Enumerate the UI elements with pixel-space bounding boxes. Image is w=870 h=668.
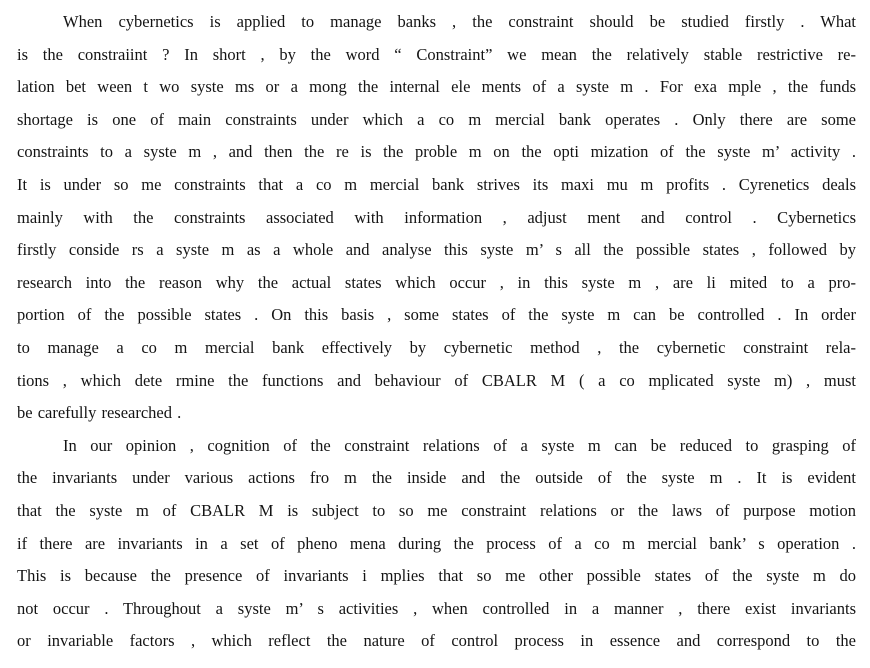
text-line: mainly with the constraints associated with information , adjust ment and control . Cybernetics bbox=[17, 207, 856, 227]
text-line: to manage a co m mercial bank effectively by cybernetic method , the cybernetic constraint rela- bbox=[17, 337, 856, 357]
text-line: that the syste m of CBALR M is subject to so me constraint relations or the laws of purpose motion bbox=[17, 500, 856, 520]
text-line: It is under so me constraints that a co m mercial bank strives its maxi mu m profits . Cyrenetics deals bbox=[17, 174, 856, 194]
text-line: if there are invariants in a set of pheno mena during the process of a co m mercial bank’ s operation . bbox=[17, 533, 856, 553]
text-line: portion of the possible states . On this basis , some states of the syste m can be controlled . In order bbox=[17, 305, 856, 325]
paragraph-2 bbox=[17, 430, 856, 658]
text-line: shortage is one of main constraints under which a co m mercial bank operates . Only there are some bbox=[17, 109, 856, 129]
text-line: be carefully researched . bbox=[17, 403, 182, 423]
paragraph-1 bbox=[17, 6, 856, 430]
text-line: tions , which dete rmine the functions and behaviour of CBALR M ( a co mplicated syste m) , must bbox=[17, 370, 856, 390]
text-line: research into the reason why the actual states which occur , in this syste m , are li mited to a pro- bbox=[17, 272, 856, 292]
text-line: This is because the presence of invariants i mplies that so me other possible states of the syste m do bbox=[17, 566, 856, 586]
text-line: When cybernetics is applied to manage banks , the constraint should be studied firstly . What bbox=[63, 12, 856, 31]
text-line: the invariants under various actions fro m the inside and the outside of the syste m . It is evident bbox=[17, 468, 856, 488]
text-line: lation bet ween t wo syste ms or a mong the internal ele ments of a syste m . For exa mple , the funds bbox=[17, 77, 856, 97]
text-line: constraints to a syste m , and then the re is the proble m on the opti mization of the syste m’ activity . bbox=[17, 142, 856, 162]
text-line: or invariable factors , which reflect the nature of control process in essence and correspond to the bbox=[17, 631, 856, 651]
text-line: not occur . Throughout a syste m’ s activities , when controlled in a manner , there exist invariants bbox=[17, 598, 856, 618]
text-line: In our opinion , cognition of the constraint relations of a syste m can be reduced to grasping of bbox=[63, 435, 856, 455]
text-line: is the constraiint ? In short , by the word “ Constraint” we mean the relatively stable restrictive re- bbox=[17, 44, 856, 64]
text-line: firstly conside rs a syste m as a whole and analyse this syste m’ s all the possible states , followed by bbox=[17, 240, 856, 260]
